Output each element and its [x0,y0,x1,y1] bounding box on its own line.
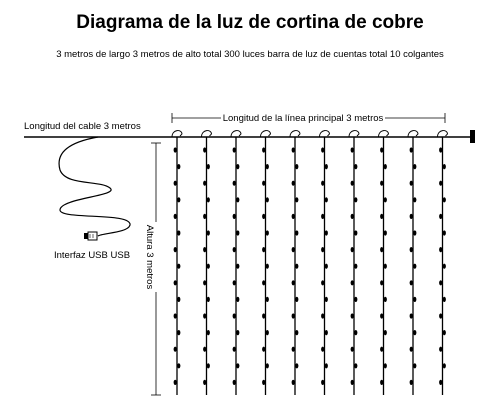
bead-light [380,313,383,318]
height-dimension [144,143,163,395]
bead-light [413,330,416,335]
main-line-dimension [172,110,445,124]
bead-light [410,147,413,152]
usb-interface-label: Interfaz USB USB [54,250,131,261]
hook-icon [202,131,212,137]
bead-light [413,264,416,269]
hook-icon [408,131,418,137]
bead-light [384,297,387,302]
bead-light [233,313,236,318]
bead-light [266,264,269,269]
hook-icon [320,131,330,137]
bead-light [203,347,206,352]
bead-light [351,347,354,352]
bead-light [266,230,269,235]
bead-light [292,380,295,385]
bead-light [439,181,442,186]
bead-light [207,164,210,169]
bead-light [443,197,446,202]
bead-light [177,297,180,302]
main-line-label: Longitud de la línea principal 3 metros [222,113,384,124]
bead-light [295,363,298,368]
bead-light [380,214,383,219]
bead-light [439,147,442,152]
bead-light [410,214,413,219]
bead-light [174,313,177,318]
hook-icon [172,131,182,137]
bead-light [174,147,177,152]
bead-light [266,363,269,368]
bead-light [203,313,206,318]
bead-light [177,230,180,235]
bead-light [384,363,387,368]
bead-light [410,347,413,352]
bead-light [203,214,206,219]
bead-light [203,380,206,385]
bead-light [354,197,357,202]
bead-light [236,164,239,169]
bead-light [203,147,206,152]
bead-light [354,264,357,269]
bead-light [439,347,442,352]
bead-light [351,247,354,252]
bead-light [443,164,446,169]
bead-light [439,214,442,219]
bead-light [321,181,324,186]
bead-light [410,181,413,186]
bead-light [351,280,354,285]
bead-light [410,247,413,252]
bead-light [233,380,236,385]
bead-light [321,347,324,352]
bead-light [207,230,210,235]
bead-light [380,380,383,385]
bead-light [295,330,298,335]
bead-light [351,214,354,219]
bead-light [262,280,265,285]
bead-light [207,363,210,368]
bead-light [351,147,354,152]
bead-light [292,214,295,219]
bead-light [325,230,328,235]
bead-light [325,264,328,269]
bead-light [233,247,236,252]
bead-light [439,280,442,285]
cable-length-label: Longitud del cable 3 metros [24,121,141,132]
bead-light [262,347,265,352]
bead-light [174,181,177,186]
bead-light [207,264,210,269]
bead-light [439,380,442,385]
bead-light [177,363,180,368]
bead-light [177,330,180,335]
bead-light [262,181,265,186]
bead-light [443,297,446,302]
height-label: Altura 3 metros [144,224,155,290]
bead-light [292,313,295,318]
bead-light [384,230,387,235]
bead-light [325,330,328,335]
bead-light [413,230,416,235]
diagram-title: Diagrama de la luz de cortina de cobre [76,12,424,33]
hook-icon [438,131,448,137]
bead-light [203,247,206,252]
bead-light [233,181,236,186]
bead-light [295,297,298,302]
hook-icon [290,131,300,137]
bead-light [262,147,265,152]
bead-light [325,363,328,368]
bead-light [380,147,383,152]
bead-light [321,247,324,252]
bead-light [443,363,446,368]
bead-light [174,347,177,352]
bead-light [295,197,298,202]
bead-light [236,363,239,368]
bead-light [321,280,324,285]
bead-light [266,197,269,202]
bead-light [410,380,413,385]
bead-light [325,197,328,202]
bead-light [203,181,206,186]
bead-light [354,363,357,368]
bead-light [443,230,446,235]
bead-light [380,181,383,186]
light-strands [172,131,448,395]
bead-light [292,247,295,252]
bead-light [236,230,239,235]
bead-light [207,197,210,202]
bead-light [203,280,206,285]
bead-light [443,330,446,335]
bead-light [354,230,357,235]
bead-light [380,347,383,352]
power-cable [59,137,130,236]
bead-light [354,297,357,302]
bead-light [325,297,328,302]
bead-light [177,197,180,202]
bead-light [262,214,265,219]
bead-light [292,347,295,352]
hook-icon [231,131,241,137]
bead-light [295,230,298,235]
bead-light [177,264,180,269]
bead-light [351,313,354,318]
bead-light [321,214,324,219]
bead-light [174,280,177,285]
bead-light [413,164,416,169]
bead-light [443,264,446,269]
bead-light [233,214,236,219]
hook-icon [261,131,271,137]
bead-light [174,380,177,385]
bead-light [233,347,236,352]
bead-light [236,264,239,269]
bead-light [266,330,269,335]
bead-light [207,297,210,302]
bead-light [292,280,295,285]
bead-light [321,380,324,385]
bead-light [266,297,269,302]
bead-light [351,380,354,385]
hook-icon [349,131,359,137]
bead-light [321,147,324,152]
bead-light [262,380,265,385]
bead-light [174,214,177,219]
bead-light [233,147,236,152]
bead-light [384,264,387,269]
bead-light [262,313,265,318]
bead-light [354,164,357,169]
bead-light [207,330,210,335]
bead-light [380,247,383,252]
bead-light [292,147,295,152]
bead-light [325,164,328,169]
bead-light [236,197,239,202]
bead-light [295,164,298,169]
bead-light [236,297,239,302]
hook-icon [379,131,389,137]
bead-light [413,363,416,368]
bead-light [384,164,387,169]
usb-plug-icon [84,232,97,240]
bead-light [413,297,416,302]
bead-light [410,313,413,318]
bead-light [380,280,383,285]
bead-light [410,280,413,285]
bead-light [266,164,269,169]
bead-light [351,181,354,186]
bead-light [236,330,239,335]
bead-light [233,280,236,285]
diagram-subtitle: 3 metros de largo 3 metros de alto total 300 luces barra de luz de cuentas total 10 colgantes [56,49,444,60]
bead-light [354,330,357,335]
bead-light [174,247,177,252]
bead-light [177,164,180,169]
bead-light [262,247,265,252]
bead-light [384,330,387,335]
bead-light [321,313,324,318]
bead-light [413,197,416,202]
bead-light [439,247,442,252]
bead-light [439,313,442,318]
bead-light [295,264,298,269]
bead-light [292,181,295,186]
bead-light [384,197,387,202]
end-cap [470,130,475,143]
